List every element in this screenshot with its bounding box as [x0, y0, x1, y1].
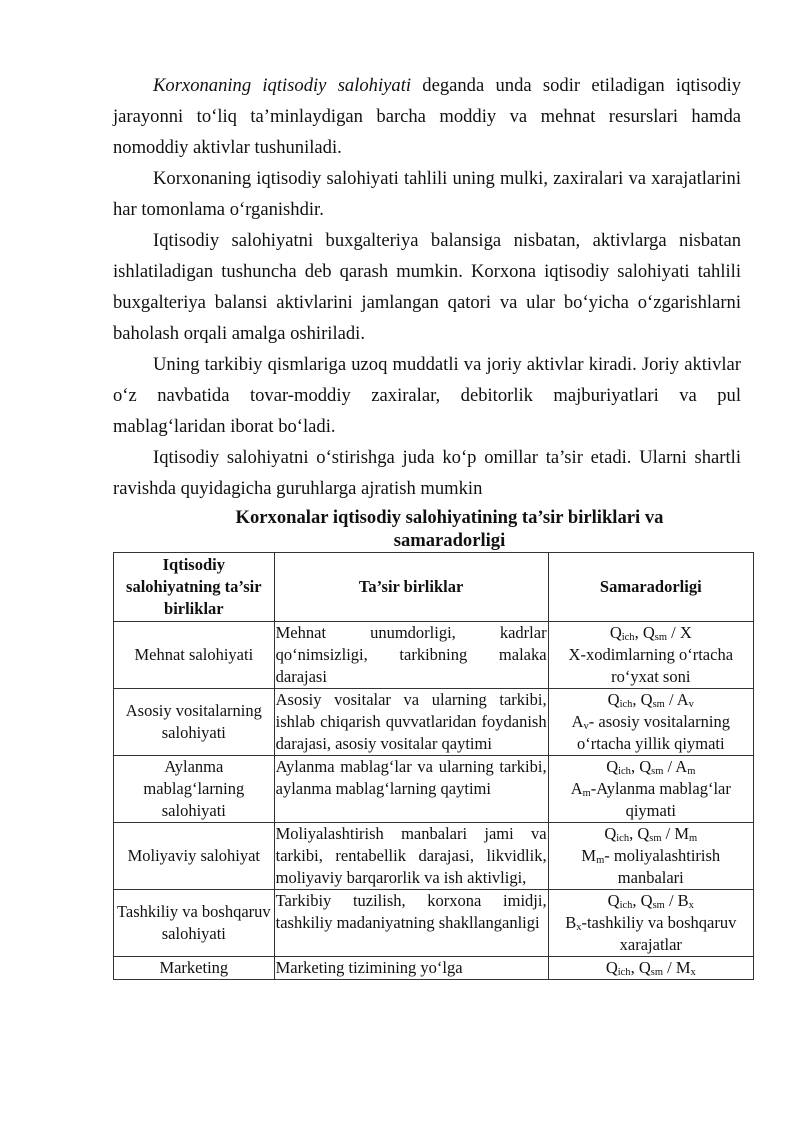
formula-symbol: Q [607, 690, 620, 709]
formula-subscript: sm [652, 699, 665, 710]
formula-symbol: Q [607, 891, 620, 910]
note-subscript: x [576, 922, 582, 933]
formula-symbol: , Q [634, 623, 655, 642]
note-text: -Aylanma mablag‘lar qiymati [590, 779, 731, 820]
table-caption-line-1: Korxonalar iqtisodiy salohiyatining ta’sir birliklari va [235, 507, 664, 528]
formula-symbol: / X [667, 623, 692, 642]
header-cell: Ta’sir birliklar [274, 553, 548, 622]
formula-subscript: m [689, 833, 698, 844]
row-efficiency-cell [548, 957, 753, 980]
note-variable: B [565, 913, 577, 932]
paragraph-3 [113, 225, 741, 349]
note-subscript: m [596, 855, 605, 866]
paragraph-5 [113, 442, 741, 504]
row-name-cell: Asosiy vositalarning salohiyati [114, 689, 275, 756]
formula-symbol: Q [606, 757, 619, 776]
row-name-cell: Marketing [114, 957, 275, 980]
formula [550, 823, 752, 845]
paragraph-2 [113, 163, 741, 225]
row-factors-cell: Tarkibiy tuzilish, korxona imidji, tashkiliy madaniyatning shakllanganligi [274, 890, 548, 957]
paragraph-text: Uning tarkibiy qismlariga uzoq muddatli va joriy aktivlar kiradi. Joriy aktivlar o‘z navbatida tovar-moddiy zaxiralar, debitorlik majburiyatlari va pul mablag‘laridan iborat bo‘ladi. [113, 354, 741, 437]
row-factors-cell: Asosiy vositalar va ularning tarkibi, ishlab chiqarish quvvatlaridan foydanish darajasi, asosiy vositalar qaytimi [274, 689, 548, 756]
formula-note [550, 644, 752, 688]
note-text: - moliyalashtirish manbalari [604, 846, 721, 887]
row-name-cell: Mehnat salohiyati [114, 622, 275, 689]
formula-symbol: , Q [632, 891, 653, 910]
formula-symbol: / A [664, 690, 689, 709]
table-row [114, 890, 754, 957]
formula-subscript: m [687, 766, 696, 777]
row-factors-cell: Mehnat unumdorligi, kadrlar qo‘nimsizligi, tarkibning malaka darajasi [274, 622, 548, 689]
formula-symbol: , Q [632, 690, 653, 709]
formula-subscript: v [688, 699, 694, 710]
note-text: - asosiy vositalarning o‘rtacha yillik qiymati [577, 712, 730, 753]
formula-subscript: ich [616, 833, 630, 844]
formula-symbol: / B [664, 891, 689, 910]
formula-subscript: sm [654, 632, 667, 643]
paragraph-1 [113, 70, 741, 163]
formula-subscript: sm [650, 967, 663, 978]
row-factors-cell: Aylanma mablag‘lar va ularning tarkibi, aylanma mablag‘larning qaytimi [274, 756, 548, 823]
formula-symbol: Q [604, 824, 617, 843]
table-body [114, 622, 754, 980]
formula-subscript: x [688, 900, 694, 911]
formula-subscript: sm [651, 766, 664, 777]
row-efficiency-cell [548, 823, 753, 890]
table-row [114, 756, 754, 823]
formula [550, 890, 752, 912]
paragraph-text: Iqtisodiy salohiyatni buxgalteriya balansiga nisbatan, aktivlarga nisbatan ishlatiladigan tushuncha deb qarash mumkin. Korxona iqtisodiy salohiyati tahlili buxgalteriya balansi aktivlarini jamlangan qatori va ular bo‘yicha o‘zgarishlarni baholash orqali amalga oshiriladi. [113, 230, 741, 344]
table-row [114, 622, 754, 689]
row-factors-cell: Moliyalashtirish manbalari jami va tarkibi, rentabellik darajasi, likvidlik, moliyaviy barqarorlik va ish aktivligi, [274, 823, 548, 890]
formula-note [550, 778, 752, 822]
paragraph-text: Iqtisodiy salohiyatni o‘stirishga juda ko‘p omillar ta’sir etadi. Ularni shartli ravishda quyidagicha guruhlarga ajratish mumkin [113, 447, 741, 499]
row-name-cell: Tashkiliy va boshqaruv salohiyati [114, 890, 275, 957]
salohiyat-table [113, 552, 754, 980]
note-variable: X [568, 645, 581, 664]
table-caption-line-2: samaradorligi [393, 530, 506, 551]
table-row [114, 957, 754, 980]
row-name-cell: Moliyaviy salohiyat [114, 823, 275, 890]
row-efficiency-cell [548, 622, 753, 689]
table-row [114, 689, 754, 756]
formula-symbol: / M [663, 958, 691, 977]
formula-subscript: ich [619, 699, 633, 710]
formula-symbol: / M [661, 824, 690, 843]
formula-symbol: / A [663, 757, 688, 776]
formula [550, 756, 752, 778]
formula-subscript: x [690, 967, 696, 978]
body-text [113, 70, 741, 504]
document-page [113, 70, 741, 980]
formula [550, 622, 752, 644]
table-header-row [114, 553, 754, 622]
formula-note [550, 711, 752, 755]
note-text: -tashkiliy va boshqaruv xarajatlar [581, 913, 737, 954]
formula-note [550, 845, 752, 889]
formula-symbol: Q [609, 623, 622, 642]
note-variable: M [581, 846, 597, 865]
formula-subscript: ich [618, 766, 631, 777]
row-efficiency-cell [548, 756, 753, 823]
formula-symbol: , Q [630, 757, 652, 776]
row-efficiency-cell [548, 689, 753, 756]
table-row [114, 823, 754, 890]
formula [550, 957, 752, 979]
row-name-cell: Aylanma mablag‘larning salohiyati [114, 756, 275, 823]
note-variable: A [570, 779, 583, 798]
header-cell: Iqtisodiy salohiyatning ta’sir birliklar [114, 553, 275, 622]
formula-subscript: sm [649, 833, 662, 844]
formula-note [550, 912, 752, 956]
formula-symbol: , Q [630, 958, 651, 977]
formula-symbol: , Q [629, 824, 650, 843]
formula [550, 689, 752, 711]
note-subscript: m [582, 788, 591, 799]
paragraph-text: Korxonaning iqtisodiy salohiyati tahlili uning mulki, zaxiralari va xarajatlarini har tomonlama o‘rganishdir. [113, 168, 741, 220]
note-text: -xodimlarning o‘rtacha ro‘yxat soni [580, 645, 734, 686]
formula-subscript: ich [621, 632, 635, 643]
row-factors-cell: Marketing tizimining yo‘lga [274, 957, 548, 980]
italic-term: Korxonaning iqtisodiy salohiyati [153, 75, 412, 96]
paragraph-text: deganda unda sodir etiladigan iqtisodiy jarayonni to‘liq ta’minlaydigan barcha moddiy va mehnat resurslari hamda nomoddiy aktivlar tushuniladi. [113, 75, 741, 158]
header-cell: Samaradorligi [548, 553, 753, 622]
formula-subscript: ich [617, 967, 631, 978]
row-efficiency-cell [548, 890, 753, 957]
note-subscript: v [583, 721, 589, 732]
formula-subscript: sm [652, 900, 665, 911]
formula-symbol: Q [605, 958, 618, 977]
note-variable: A [571, 712, 584, 731]
table-caption [113, 506, 741, 552]
formula-subscript: ich [619, 900, 633, 911]
paragraph-4 [113, 349, 741, 442]
